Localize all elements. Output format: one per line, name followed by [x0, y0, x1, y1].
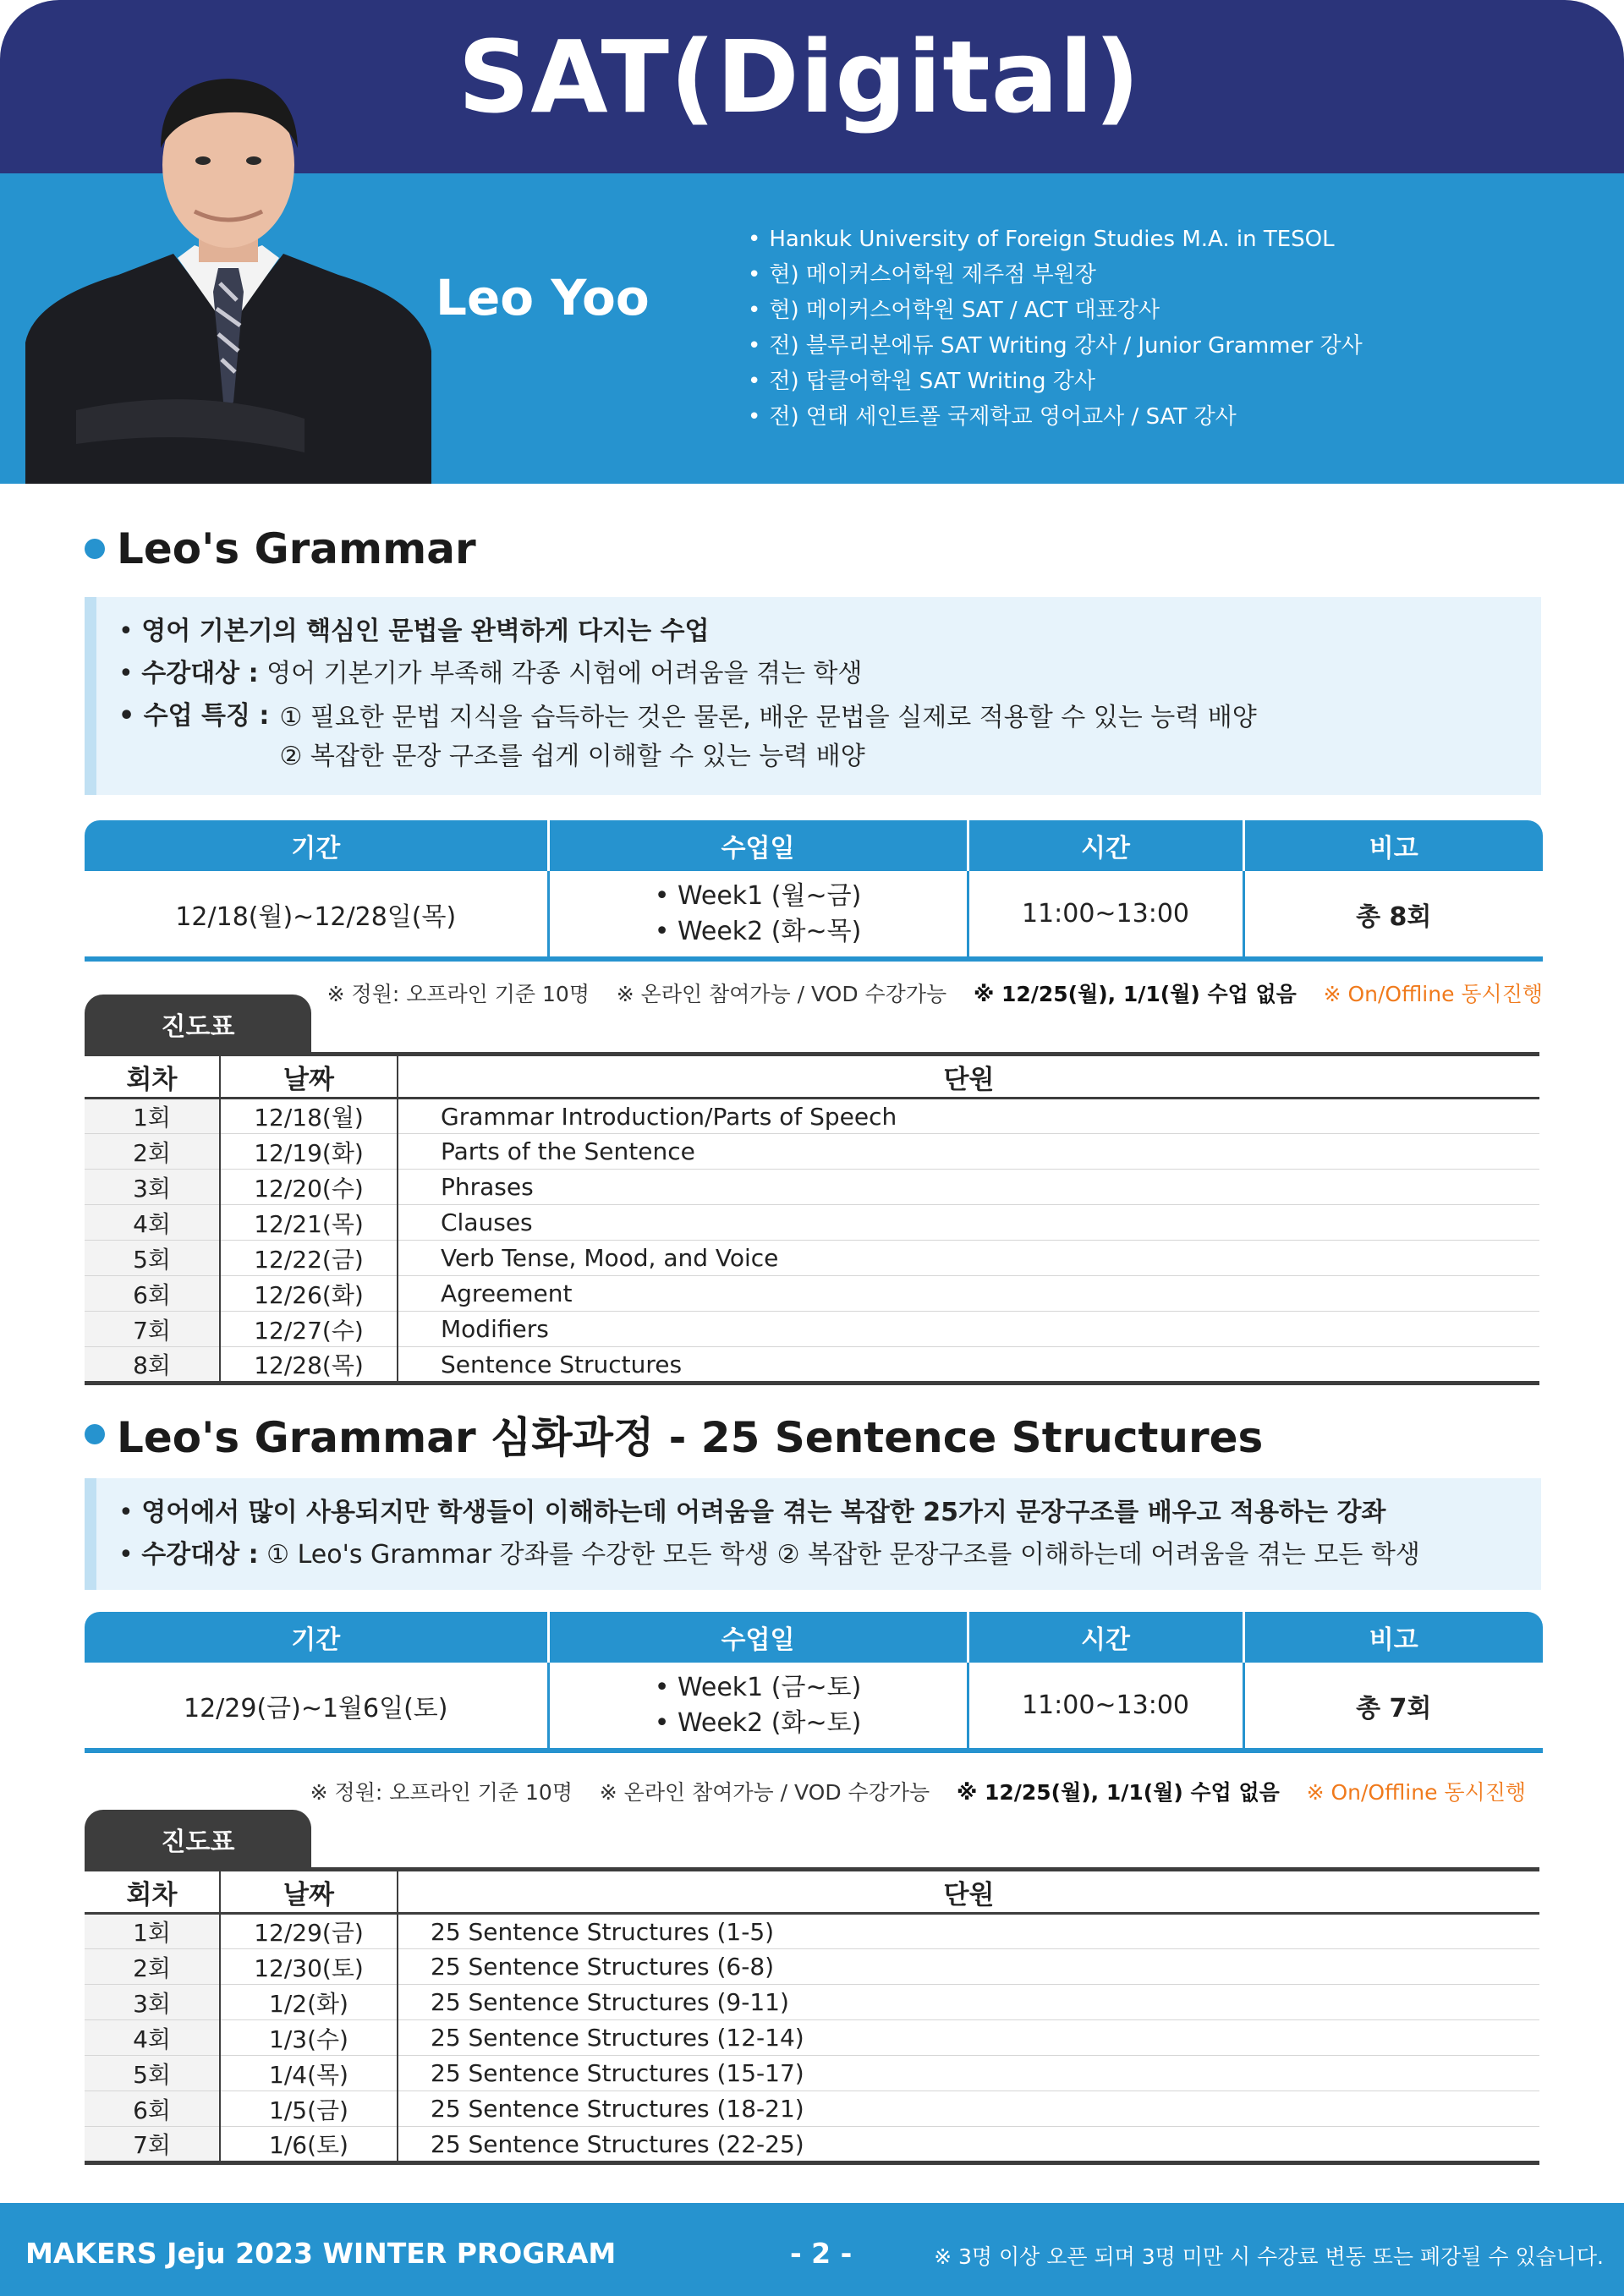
course1-title: Leo's Grammar — [85, 524, 476, 573]
progress-header-no: 회차 — [85, 1870, 220, 1914]
course2-schedule-table — [85, 1612, 1543, 1753]
course1-feature: ① 필요한 문법 지식을 습득하는 것은 물론, 배운 문법을 실제로 적용할 수 있는 능력 배양 — [279, 703, 1257, 732]
schedule-header-days: 수업일 — [548, 1612, 968, 1663]
bio-item: • 전) 연태 세인트폴 국제학교 영어교사 / SAT 강사 — [748, 399, 1363, 435]
course1-feature: ② 복잡한 문장 구조를 쉽게 이해할 수 있는 능력 배양 — [279, 742, 865, 771]
course1-section — [85, 524, 1541, 1387]
instructor-bio-list — [748, 222, 1363, 435]
footer-disclaimer: ※ 3명 이상 오픈 되며 3명 미만 시 수강료 변동 또는 폐강될 수 있습니다. — [934, 2244, 1604, 2269]
schedule-period: 12/29(금)~1월6일(토) — [85, 1663, 548, 1751]
table-row: 2회 12/30(토) 25 Sentence Structures (6-8) — [85, 1949, 1539, 1985]
table-row: 1회 12/18(월) Grammar Introduction/Parts of Speech — [85, 1099, 1539, 1134]
course2-progress-table — [85, 1867, 1539, 2165]
table-row: 5회 1/4(목) 25 Sentence Structures (15-17) — [85, 2056, 1539, 2091]
bullet-dot-icon — [85, 1424, 105, 1444]
schedule-week: • Week1 (금~토) — [654, 1672, 862, 1702]
course2-title: Leo's Grammar 심화과정 - 25 Sentence Structures — [85, 1404, 1263, 1465]
table-row: 3회 12/20(수) Phrases — [85, 1170, 1539, 1205]
page-title: SAT(Digital) — [458, 19, 1141, 135]
progress-header-no: 회차 — [85, 1055, 220, 1099]
table-row: 4회 1/3(수) 25 Sentence Structures (12-14) — [85, 2020, 1539, 2056]
bio-item: • 전) 탑클어학원 SAT Writing 강사 — [748, 364, 1363, 399]
course2-info-box: • 영어에서 많이 사용되지만 학생들이 이해하는데 어려움을 겪는 복잡한 25가지 문장구조를 배우고 적용하는 강좌 • 수강대상 : ① Leo's Grammar 강좌를 수강한 모든 학생 ② 복잡한 문장구조를 이해하는데 어려움을 겪는 모든 학생 — [85, 1478, 1541, 1590]
course2-target: ① Leo's Grammar 강좌를 수강한 모든 학생 ② 복잡한 문장구조를 이해하는데 어려움을 겪는 모든 학생 — [266, 1540, 1420, 1570]
bullet-dot-icon — [85, 539, 105, 559]
course1-target: 영어 기본기가 부족해 각종 시험에 어려움을 겪는 학생 — [266, 659, 863, 688]
bio-item: • 현) 메이커스어학원 제주점 부원장 — [748, 257, 1363, 293]
course2-notes: ※ 정원: 오프라인 기준 10명 ※ 온라인 참여가능 / VOD 수강가능 ※ 12/25(월), 1/1(월) 수업 없음 ※ On/Offline 동시진행 — [310, 1780, 1526, 1805]
bio-item: • 현) 메이커스어학원 SAT / ACT 대표강사 — [748, 293, 1363, 328]
schedule-period: 12/18(월)~12/28일(목) — [85, 871, 548, 959]
course2-progress-tab: 진도표 — [85, 1810, 311, 1869]
bio-item: • 전) 블루리본에듀 SAT Writing 강사 / Junior Grammer 강사 — [748, 328, 1363, 364]
course2-target-label: 수강대상 : — [141, 1540, 259, 1570]
course1-progress-tab: 진도표 — [85, 995, 311, 1054]
table-row: 4회 12/21(목) Clauses — [85, 1205, 1539, 1241]
schedule-header-note: 비고 — [1243, 1612, 1543, 1663]
table-row: 1회 12/29(금) 25 Sentence Structures (1-5) — [85, 1914, 1539, 1949]
schedule-header-days: 수업일 — [548, 820, 968, 871]
table-row: 6회 12/26(화) Agreement — [85, 1276, 1539, 1312]
course2-desc: 영어에서 많이 사용되지만 학생들이 이해하는데 어려움을 겪는 복잡한 25가지 문장구조를 배우고 적용하는 강좌 — [141, 1498, 1386, 1527]
progress-header-unit: 단원 — [398, 1870, 1539, 1914]
course1-notes: ※ 정원: 오프라인 기준 10명 ※ 온라인 참여가능 / VOD 수강가능 ※ 12/25(월), 1/1(월) 수업 없음 ※ On/Offline 동시진행 — [326, 982, 1543, 1006]
footer-program: MAKERS Jeju 2023 WINTER PROGRAM — [25, 2237, 617, 2270]
table-row: 2회 12/19(화) Parts of the Sentence — [85, 1134, 1539, 1170]
course1-progress-table — [85, 1052, 1539, 1385]
table-row: 7회 1/6(토) 25 Sentence Structures (22-25) — [85, 2127, 1539, 2163]
table-row: 8회 12/28(목) Sentence Structures — [85, 1347, 1539, 1384]
schedule-header-time: 시간 — [968, 1612, 1243, 1663]
bio-item: • Hankuk University of Foreign Studies M.A. in TESOL — [748, 222, 1363, 257]
progress-header-date: 날짜 — [220, 1055, 398, 1099]
schedule-header-time: 시간 — [968, 820, 1243, 871]
course1-features-label: 수업 특징 : — [143, 701, 270, 731]
footer-page-number: - 2 - — [790, 2237, 853, 2270]
schedule-header-period: 기간 — [85, 820, 548, 871]
schedule-week: • Week1 (월~금) — [654, 880, 862, 911]
course1-desc: 영어 기본기의 핵심인 문법을 완벽하게 다지는 수업 — [141, 616, 710, 646]
table-row: 5회 12/22(금) Verb Tense, Mood, and Voice — [85, 1241, 1539, 1276]
progress-header-date: 날짜 — [220, 1870, 398, 1914]
course1-schedule-table — [85, 820, 1543, 962]
page-footer — [0, 2203, 1624, 2296]
progress-header-unit: 단원 — [398, 1055, 1539, 1099]
table-row: 3회 1/2(화) 25 Sentence Structures (9-11) — [85, 1985, 1539, 2020]
schedule-note: 총 8회 — [1243, 871, 1543, 959]
schedule-note: 총 7회 — [1243, 1663, 1543, 1751]
course1-info-box: • 영어 기본기의 핵심인 문법을 완벽하게 다지는 수업 • 수강대상 : 영어 기본기가 부족해 각종 시험에 어려움을 겪는 학생 • 수업 특징 : ① 필요한 문법 지식을 습득하는 것은 물론, 배운 문법을 실제로 적용할 수 있는 능력 배양 ② 복잡한 문장 구조를 쉽게 이해할 수 있는 능력 배양 — [85, 597, 1541, 795]
instructor-portrait — [25, 47, 431, 484]
instructor-name: Leo Yoo — [436, 269, 650, 326]
course1-target-label: 수강대상 : — [141, 659, 259, 688]
table-row: 7회 12/27(수) Modifiers — [85, 1312, 1539, 1347]
schedule-time: 11:00~13:00 — [968, 1663, 1243, 1751]
schedule-week: • Week2 (화~토) — [654, 1707, 862, 1738]
schedule-week: • Week2 (화~목) — [654, 916, 862, 946]
schedule-header-note: 비고 — [1243, 820, 1543, 871]
schedule-time: 11:00~13:00 — [968, 871, 1243, 959]
course2-section — [85, 1404, 1541, 2165]
schedule-header-period: 기간 — [85, 1612, 548, 1663]
table-row: 6회 1/5(금) 25 Sentence Structures (18-21) — [85, 2091, 1539, 2127]
